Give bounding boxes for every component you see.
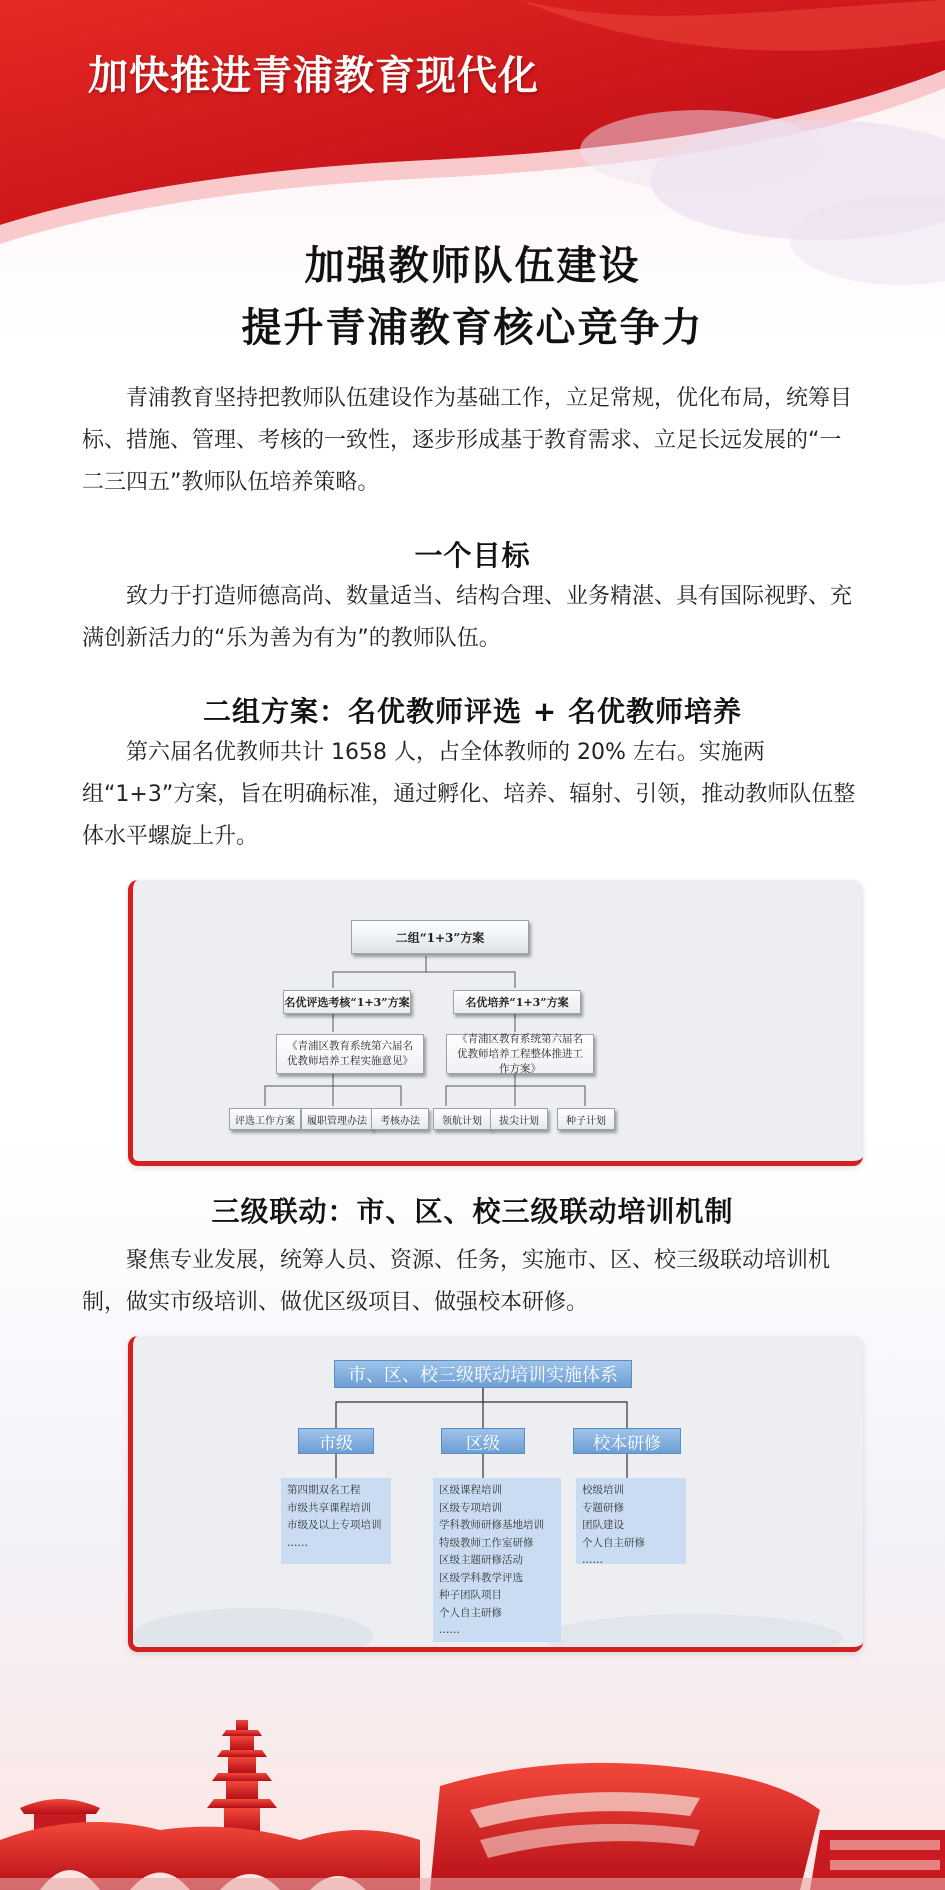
list-item: 区级主题研修活动 xyxy=(439,1554,523,1566)
diagram-1-right-doc: 《青浦区教育系统第六届名优教师培养工程整体推进工作方案》 xyxy=(446,1034,594,1074)
list-item: 个人自主研修 xyxy=(582,1536,645,1549)
list-item: 个人自主研修 xyxy=(439,1606,502,1619)
list-item: 区级学科教学评选 xyxy=(439,1571,523,1584)
banner-background xyxy=(0,0,945,260)
diagram-2-panel xyxy=(128,1336,863,1652)
diagram-1-leaf: 种子计划 xyxy=(557,1108,615,1130)
section2-paragraph: 第六届名优教师共计 1658 人，占全体教师的 20% 左右。实施两组“1+3”方案，旨在明确标准，通过孵化、培养、辐射、引领，推动教师队伍整体水平螺旋上升。 xyxy=(82,740,856,849)
diagram-1-left-plan: 名优评选考核“1+3”方案 xyxy=(283,990,411,1014)
main-title-line2: 提升青浦教育核心竞争力 xyxy=(241,305,704,351)
diagram-2-city-list xyxy=(281,1478,391,1564)
list-item: 区级课程培训 xyxy=(439,1484,502,1496)
diagram-2-level-city: 市级 xyxy=(298,1428,374,1454)
section1-heading: 一个目标 xyxy=(414,539,531,572)
list-item: 专题研修 xyxy=(582,1501,624,1514)
main-title-line1: 加强教师队伍建设 xyxy=(304,243,641,289)
section2-heading: 二组方案：名优教师评选 + 名优教师培养 xyxy=(203,695,742,728)
list-item: 区级专项培训 xyxy=(439,1501,502,1514)
intro-paragraph: 青浦教育坚持把教师队伍建设作为基础工作，立足常规，优化布局，统筹目标、措施、管理、考核的一致性，逐步形成基于教育需求、立足长远发展的“一二三四五”教师队伍培养策略。 xyxy=(82,386,853,495)
pagoda-icon xyxy=(207,1720,277,1834)
list-item: 团队建设 xyxy=(582,1519,624,1531)
footer-landmarks-illustration xyxy=(0,1690,945,1890)
list-item: 种子团队项目 xyxy=(439,1589,502,1601)
diagram-1-leaf: 评选工作方案 xyxy=(229,1108,301,1130)
list-item: 学科教师研修基地培训 xyxy=(439,1519,544,1531)
diagram-2-root: 市、区、校三级联动培训实施体系 xyxy=(334,1360,632,1388)
list-item: …… xyxy=(439,1624,460,1636)
section3-heading: 三级联动：市、区、校三级联动培训机制 xyxy=(211,1195,734,1228)
diagram-1-leaf: 领航计划 xyxy=(433,1108,491,1130)
diagram-1-leaf: 拔尖计划 xyxy=(490,1108,548,1130)
diagram-2-level-district: 区级 xyxy=(441,1428,525,1454)
list-item: 市级及以上专项培训 xyxy=(287,1519,382,1531)
banner-title: 加快推进青浦教育现代化 xyxy=(88,52,539,99)
list-item: 校级培训 xyxy=(582,1484,624,1496)
diagram-1-root: 二组“1+3”方案 xyxy=(351,920,529,954)
list-item: 特级教师工作室研修 xyxy=(439,1536,534,1549)
diagram-2-district-list xyxy=(433,1478,561,1642)
list-item: …… xyxy=(582,1554,603,1566)
list-item: 第四期双名工程 xyxy=(287,1484,361,1496)
diagram-1-left-doc: 《青浦区教育系统第六届名优教师培养工程实施意见》 xyxy=(276,1034,424,1074)
section3-paragraph: 聚焦专业发展，统筹人员、资源、任务，实施市、区、校三级联动培训机制，做实市级培训、做优区级项目、做强校本研修。 xyxy=(82,1248,831,1315)
top-banner xyxy=(0,0,945,260)
list-item: …… xyxy=(287,1536,308,1549)
diagram-2-school-list xyxy=(576,1478,686,1564)
diagram-1-right-plan: 名优培养“1+3”方案 xyxy=(453,990,581,1014)
diagram-1-leaf: 考核办法 xyxy=(371,1108,429,1130)
section1-paragraph: 致力于打造师德高尚、数量适当、结构合理、业务精湛、具有国际视野、充满创新活力的“乐为善为有为”的教师队伍。 xyxy=(82,584,853,651)
diagram-1-panel xyxy=(128,880,863,1166)
diagram-2-level-school: 校本研修 xyxy=(573,1428,681,1454)
diagram-1-leaf: 履职管理办法 xyxy=(301,1108,373,1130)
list-item: 市级共享课程培训 xyxy=(287,1501,371,1514)
